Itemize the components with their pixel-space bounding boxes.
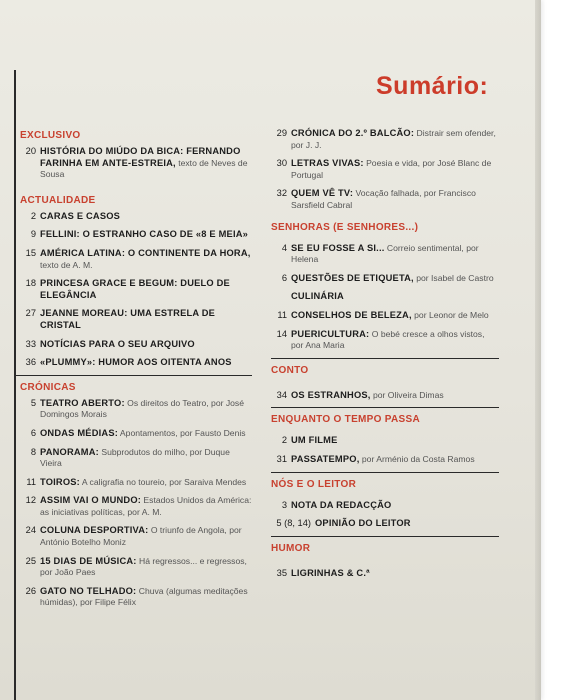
entry-title: PASSATEMPO, xyxy=(291,453,360,464)
list-item xyxy=(20,447,252,470)
entry-text xyxy=(40,211,252,223)
entry-subtitle: Há regressos... e regressos, por João Paes xyxy=(40,555,247,578)
left-rule xyxy=(14,70,16,700)
page-number: 18 xyxy=(25,278,36,289)
page-number: 33 xyxy=(25,338,36,349)
page-number: 20 xyxy=(25,146,36,156)
page-number: 12 xyxy=(25,495,36,506)
entry-subtitle: Poesia e vida, por José Blanc de Portugal xyxy=(291,158,492,180)
page-number: 14 xyxy=(276,328,287,339)
list-item xyxy=(271,291,499,303)
list-item xyxy=(20,278,252,301)
list-item xyxy=(20,525,252,548)
page-number: 15 xyxy=(25,247,36,258)
page-number: 11 xyxy=(277,309,287,320)
section-heading-humor: HUMOR xyxy=(271,542,311,554)
list-item xyxy=(20,428,252,440)
page-number: 32 xyxy=(276,188,287,199)
list-item xyxy=(20,556,252,579)
list-item xyxy=(271,273,499,285)
list-item xyxy=(20,211,252,223)
entry-text xyxy=(40,146,252,181)
entry-text xyxy=(291,158,499,181)
divider xyxy=(271,407,499,408)
entry-subtitle: Os direitos do Teatro, por José Domingos Morais xyxy=(40,397,245,420)
section-heading-senhoras: SENHORAS (E SENHORES...) xyxy=(271,221,419,233)
entry-subtitle: texto de Neves de Sousa xyxy=(40,157,248,180)
page-number: 35 xyxy=(276,567,287,578)
list-item xyxy=(20,495,252,518)
entry-text xyxy=(40,308,252,331)
list-item xyxy=(271,310,499,322)
page-number: 11 xyxy=(26,476,36,487)
entry-subtitle: Estados Unidos da América: as iniciativas políticas, por A. M. xyxy=(40,495,252,517)
entry-subtitle: por Leonor de Melo xyxy=(411,309,489,320)
entry-title: CARAS E CASOS xyxy=(40,210,121,221)
entry-subtitle: Chuva (algumas meditações húmidas), por Filipe Félix xyxy=(40,585,248,608)
entry-title: UM FILME xyxy=(291,435,338,446)
entry-subtitle: Apontamentos, por Fausto Denis xyxy=(118,427,246,438)
page-number: 2 xyxy=(30,210,36,221)
page-number: 8 xyxy=(30,446,36,457)
entry-subtitle: por Arménio da Costa Ramos xyxy=(359,453,475,464)
entry-text xyxy=(40,229,252,241)
list-item xyxy=(271,188,499,211)
entry-subtitle: Vocação falhada, por Francisco Sarsfield Cabral xyxy=(291,188,476,210)
entry-text xyxy=(40,525,252,548)
page-edge-shadow xyxy=(535,0,541,700)
section-heading-conto: CONTO xyxy=(271,364,309,376)
entry-title: COLUNA DESPORTIVA: xyxy=(40,525,149,536)
entry-text xyxy=(40,398,252,421)
page-number: 6 xyxy=(281,272,287,283)
entry-title: NOTA DA REDACÇÃO xyxy=(291,499,392,510)
page-number: 30 xyxy=(276,158,287,169)
entry-title: AMÉRICA LATINA: O CONTINENTE DA HORA, xyxy=(40,247,251,258)
entry-title: ASSIM VAI O MUNDO: xyxy=(40,495,142,506)
divider xyxy=(271,358,499,359)
entry-text xyxy=(291,390,499,402)
list-item xyxy=(20,586,252,609)
entry-subtitle: O bebé cresce a olhos vistos, por Ana Maria xyxy=(291,328,485,351)
page-number: 2 xyxy=(281,435,287,446)
entry-text xyxy=(40,556,252,579)
entry-subtitle: Correio sentimental, por Helena xyxy=(291,242,479,265)
entry-title: CONSELHOS DE BELEZA, xyxy=(291,309,412,320)
entry-text xyxy=(291,273,499,285)
entry-subtitle: Distrair sem ofender, por J. J. xyxy=(291,128,496,150)
page-title: Sumário: xyxy=(376,72,489,100)
list-item xyxy=(271,518,499,530)
entry-text xyxy=(40,278,252,301)
entry-text xyxy=(291,329,499,352)
entry-text xyxy=(291,310,499,322)
entry-text xyxy=(40,495,252,518)
list-item xyxy=(271,500,499,512)
page-number xyxy=(271,291,291,303)
entry-title: FELLINI: O ESTRANHO CASO DE «8 E MEIA» xyxy=(40,229,249,240)
entry-text xyxy=(291,188,499,211)
entry-title: JEANNE MOREAU: UMA ESTRELA DE CRISTAL xyxy=(40,308,216,330)
entry-subtitle: texto de A. M. xyxy=(40,259,93,270)
list-item xyxy=(20,248,252,271)
page-number: 27 xyxy=(25,308,36,319)
list-item xyxy=(20,146,252,181)
page-number: 36 xyxy=(25,357,36,368)
page-number: 31 xyxy=(276,453,287,464)
list-item xyxy=(271,568,499,580)
entry-text xyxy=(291,454,499,466)
entry-text xyxy=(291,568,499,580)
entry-title: GATO NO TELHADO: xyxy=(40,585,137,596)
entry-subtitle: Subprodutos do milho, por Duque Vieira xyxy=(40,446,230,469)
entry-title: PANORAMA: xyxy=(40,446,99,457)
entry-text xyxy=(291,291,499,303)
list-item xyxy=(20,229,252,241)
entry-text xyxy=(291,243,499,266)
entry-title: PRINCESA GRACE E BEGUM: DUELO DE ELEGÂNCIA xyxy=(40,278,230,300)
page-number: 3 xyxy=(281,499,287,510)
list-item xyxy=(271,390,499,402)
entry-title: CULINÁRIA xyxy=(291,291,344,302)
page-number: 4 xyxy=(281,242,287,253)
page-number: 26 xyxy=(25,585,36,596)
entry-text xyxy=(40,586,252,609)
entry-title: NOTÍCIAS PARA O SEU ARQUIVO xyxy=(40,338,195,349)
entry-title: OS ESTRANHOS, xyxy=(291,389,371,400)
entry-title: 15 DIAS DE MÚSICA: xyxy=(40,555,137,566)
divider xyxy=(271,536,499,537)
entry-text xyxy=(40,357,252,369)
list-item xyxy=(20,357,252,369)
divider xyxy=(14,375,252,376)
entry-text xyxy=(291,435,499,447)
entry-text xyxy=(315,518,499,530)
entry-title: TOIROS: xyxy=(40,476,80,487)
entry-title: ONDAS MÉDIAS: xyxy=(40,427,119,438)
entry-title: CRÓNICA DO 2.º BALCÃO: xyxy=(291,128,415,138)
section-heading-enquanto: ENQUANTO O TEMPO PASSA xyxy=(271,414,421,426)
entry-title: HISTÓRIA DO MIÚDO DA BICA: FERNANDO FARINHA EM ANTE-ESTREIA, xyxy=(40,146,241,168)
section-heading-exclusivo: EXCLUSIVO xyxy=(20,130,81,141)
entry-text xyxy=(291,128,499,151)
list-item xyxy=(20,477,252,489)
entry-subtitle: A caligrafia no toureio, por Saraiva Mendes xyxy=(79,476,247,487)
page-number: 5 xyxy=(30,397,36,408)
entry-text xyxy=(40,339,252,351)
entry-title: «PLUMMY»: HUMOR AOS OITENTA ANOS xyxy=(40,357,232,368)
list-item xyxy=(20,308,252,331)
list-item xyxy=(271,454,499,466)
entry-title: LETRAS VIVAS: xyxy=(291,158,364,169)
section-heading-actualidade: ACTUALIDADE xyxy=(20,194,96,206)
entry-text xyxy=(291,500,499,512)
list-item xyxy=(271,158,499,181)
right-column xyxy=(271,128,499,579)
entry-text xyxy=(40,447,252,470)
page-number: 5 (8, 14) xyxy=(276,518,311,529)
left-column xyxy=(20,130,252,609)
entry-title: QUEM VÊ TV: xyxy=(291,188,354,199)
entry-title: PUERICULTURA: xyxy=(291,328,370,339)
section-heading-nos-e-o-leitor: NÓS E O LEITOR xyxy=(271,478,357,490)
entry-text xyxy=(40,477,252,489)
list-item xyxy=(20,339,252,351)
section-heading-cronicas: CRÓNICAS xyxy=(20,381,76,393)
list-item xyxy=(271,128,499,151)
entry-subtitle: por Oliveira Dimas xyxy=(370,389,444,400)
list-item xyxy=(271,435,499,447)
entry-title: LIGRINHAS & C.ª xyxy=(291,567,370,578)
entry-title: OPINIÃO DO LEITOR xyxy=(315,518,411,529)
page-number: 24 xyxy=(25,525,36,536)
page-number: 25 xyxy=(25,555,36,566)
divider xyxy=(271,472,499,473)
page-number: 29 xyxy=(276,128,287,138)
entry-title: TEATRO ABERTO: xyxy=(40,397,125,408)
entry-subtitle: O triunfo de Angola, por António Botelho Moniz xyxy=(40,525,242,548)
list-item xyxy=(271,243,499,266)
list-item xyxy=(20,398,252,421)
page-number: 34 xyxy=(276,389,287,400)
entry-title: QUESTÕES DE ETIQUETA, xyxy=(291,272,414,283)
entry-subtitle: por Isabel de Castro xyxy=(413,272,494,283)
list-item xyxy=(271,329,499,352)
page-number: 6 xyxy=(30,427,36,438)
entry-title: SE EU FOSSE A SI... xyxy=(291,242,385,253)
entry-text xyxy=(40,428,252,440)
entry-text xyxy=(40,248,252,271)
page-number: 9 xyxy=(30,229,36,240)
